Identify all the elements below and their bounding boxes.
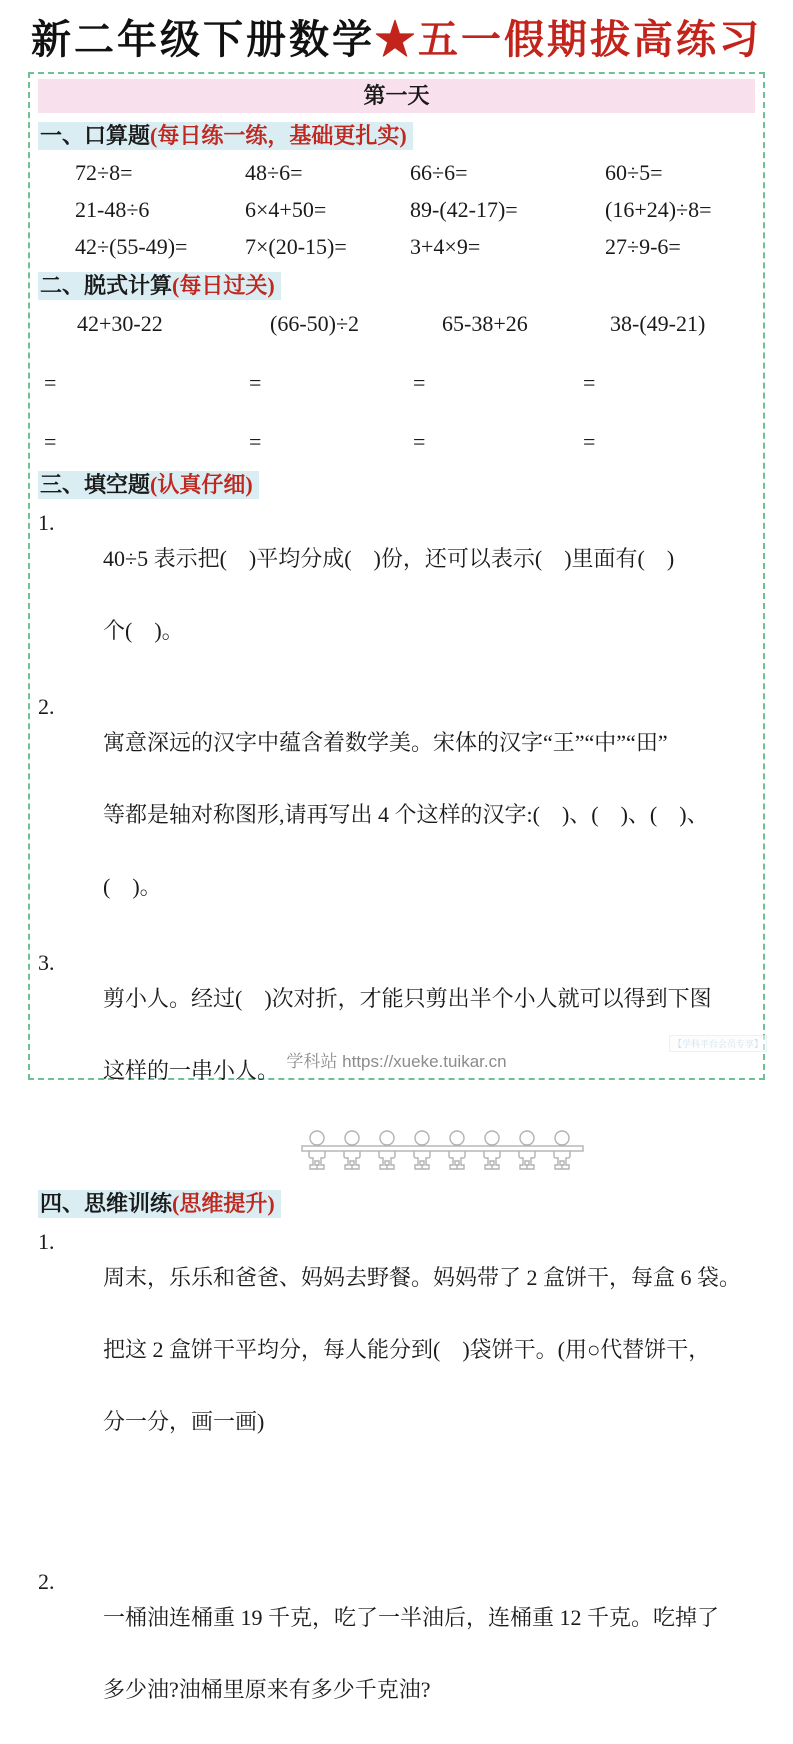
oral-problem: 21-48÷6 [75, 197, 150, 222]
oral-problem: 66÷6= [410, 160, 468, 185]
oral-problem: 3+4×9= [410, 234, 481, 259]
written-problem: 38-(49-21) [610, 311, 706, 336]
written-problem: 65-38+26 [442, 311, 528, 336]
oral-problem: 6×4+50= [245, 197, 327, 222]
equals-sign: = [44, 370, 57, 395]
equals-sign: = [249, 370, 262, 395]
thinking-question-1 [38, 1224, 755, 1476]
section-thinking-note: (思维提升) [172, 1191, 275, 1216]
oral-problem: 27÷9-6= [605, 234, 681, 259]
oral-problems-grid [38, 160, 755, 260]
section-thinking-title: 四、思维训练 [40, 1191, 173, 1216]
thinking-question-2 [38, 1564, 755, 1744]
fill-question-3 [38, 945, 755, 1125]
fill-question-1 [38, 505, 755, 685]
oral-problem: (16+24)÷8= [605, 197, 712, 222]
equals-sign: = [249, 429, 262, 454]
section-oral-header [38, 120, 755, 152]
page-title [0, 16, 793, 64]
equals-sign: = [583, 370, 596, 395]
equals-sign: = [44, 429, 57, 454]
oral-problem: 72÷8= [75, 160, 133, 185]
question-number: 2. [38, 694, 55, 719]
footer-site-link[interactable]: 学科站 https://xueke.tuikar.cn [286, 1052, 507, 1071]
question-number: 2. [38, 1569, 55, 1594]
oral-problem: 89-(42-17)= [410, 197, 518, 222]
section-fill-note: (认真仔细) [150, 472, 253, 497]
section-thinking-header [38, 1188, 755, 1220]
equals-row [38, 370, 755, 396]
fill-question-2 [38, 689, 755, 941]
section-written-note: (每日过关) [172, 273, 275, 298]
oral-problem: 60÷5= [605, 160, 663, 185]
oral-problem: 48÷6= [245, 160, 303, 185]
section-fill-header [38, 469, 755, 501]
watermark-badge: 【学科平台会员专享】 [669, 1035, 767, 1052]
paper-dolls-image [300, 1129, 755, 1181]
equals-row [38, 429, 755, 455]
section-written-title: 二、脱式计算 [40, 273, 173, 298]
section-oral-title: 一、口算题 [40, 123, 151, 148]
question-text: 40÷5 表示把( )平均分成( )份，还可以表示( )里面有( ) 个( )。 [103, 546, 675, 643]
question-text: 剪小人。经过( )次对折，才能只剪出半个小人就可以得到下图 这样的一串小人。 [103, 986, 712, 1083]
page-title-red: ★五一假期拔高练习 [375, 17, 762, 62]
equals-sign: = [583, 429, 596, 454]
equals-sign: = [413, 429, 426, 454]
worksheet-box [28, 72, 765, 1702]
page-title-black: 新二年级下册数学 [31, 17, 375, 62]
written-problems-row [38, 311, 755, 337]
written-problem: (66-50)÷2 [270, 311, 360, 336]
question-number: 1. [38, 1229, 55, 1254]
question-text: 周末，乐乐和爸爸、妈妈去野餐。妈妈带了 2 盒饼干，每盒 6 袋。 把这 2 盒饼干平均分，每人能分到( )袋饼干。(用○代替饼干， 分一分，画一画) [103, 1265, 742, 1434]
question-number: 3. [38, 950, 55, 975]
question-text: 一桶油连桶重 19 千克，吃了一半油后，连桶重 12 千克。吃掉了 多少油?油桶里原来有多少千克油? [103, 1605, 720, 1702]
question-text: 寓意深远的汉字中蕴含着数学美。宋体的汉字“王”“中”“田” 等都是轴对称图形,请再写出 4 个这样的汉字:( )、( )、( )、 ( )。 [103, 730, 709, 899]
section-oral-note: (每日练一练，基础更扎实) [150, 123, 407, 148]
question-number: 1. [38, 510, 55, 535]
equals-sign: = [413, 370, 426, 395]
oral-problem: 7×(20-15)= [245, 234, 347, 259]
oral-problem: 42÷(55-49)= [75, 234, 188, 259]
day-banner: 第一天 [38, 79, 755, 113]
section-fill-title: 三、填空题 [40, 472, 151, 497]
section-written-header [38, 270, 755, 302]
work-space [38, 1476, 755, 1560]
written-problem: 42+30-22 [77, 311, 163, 336]
